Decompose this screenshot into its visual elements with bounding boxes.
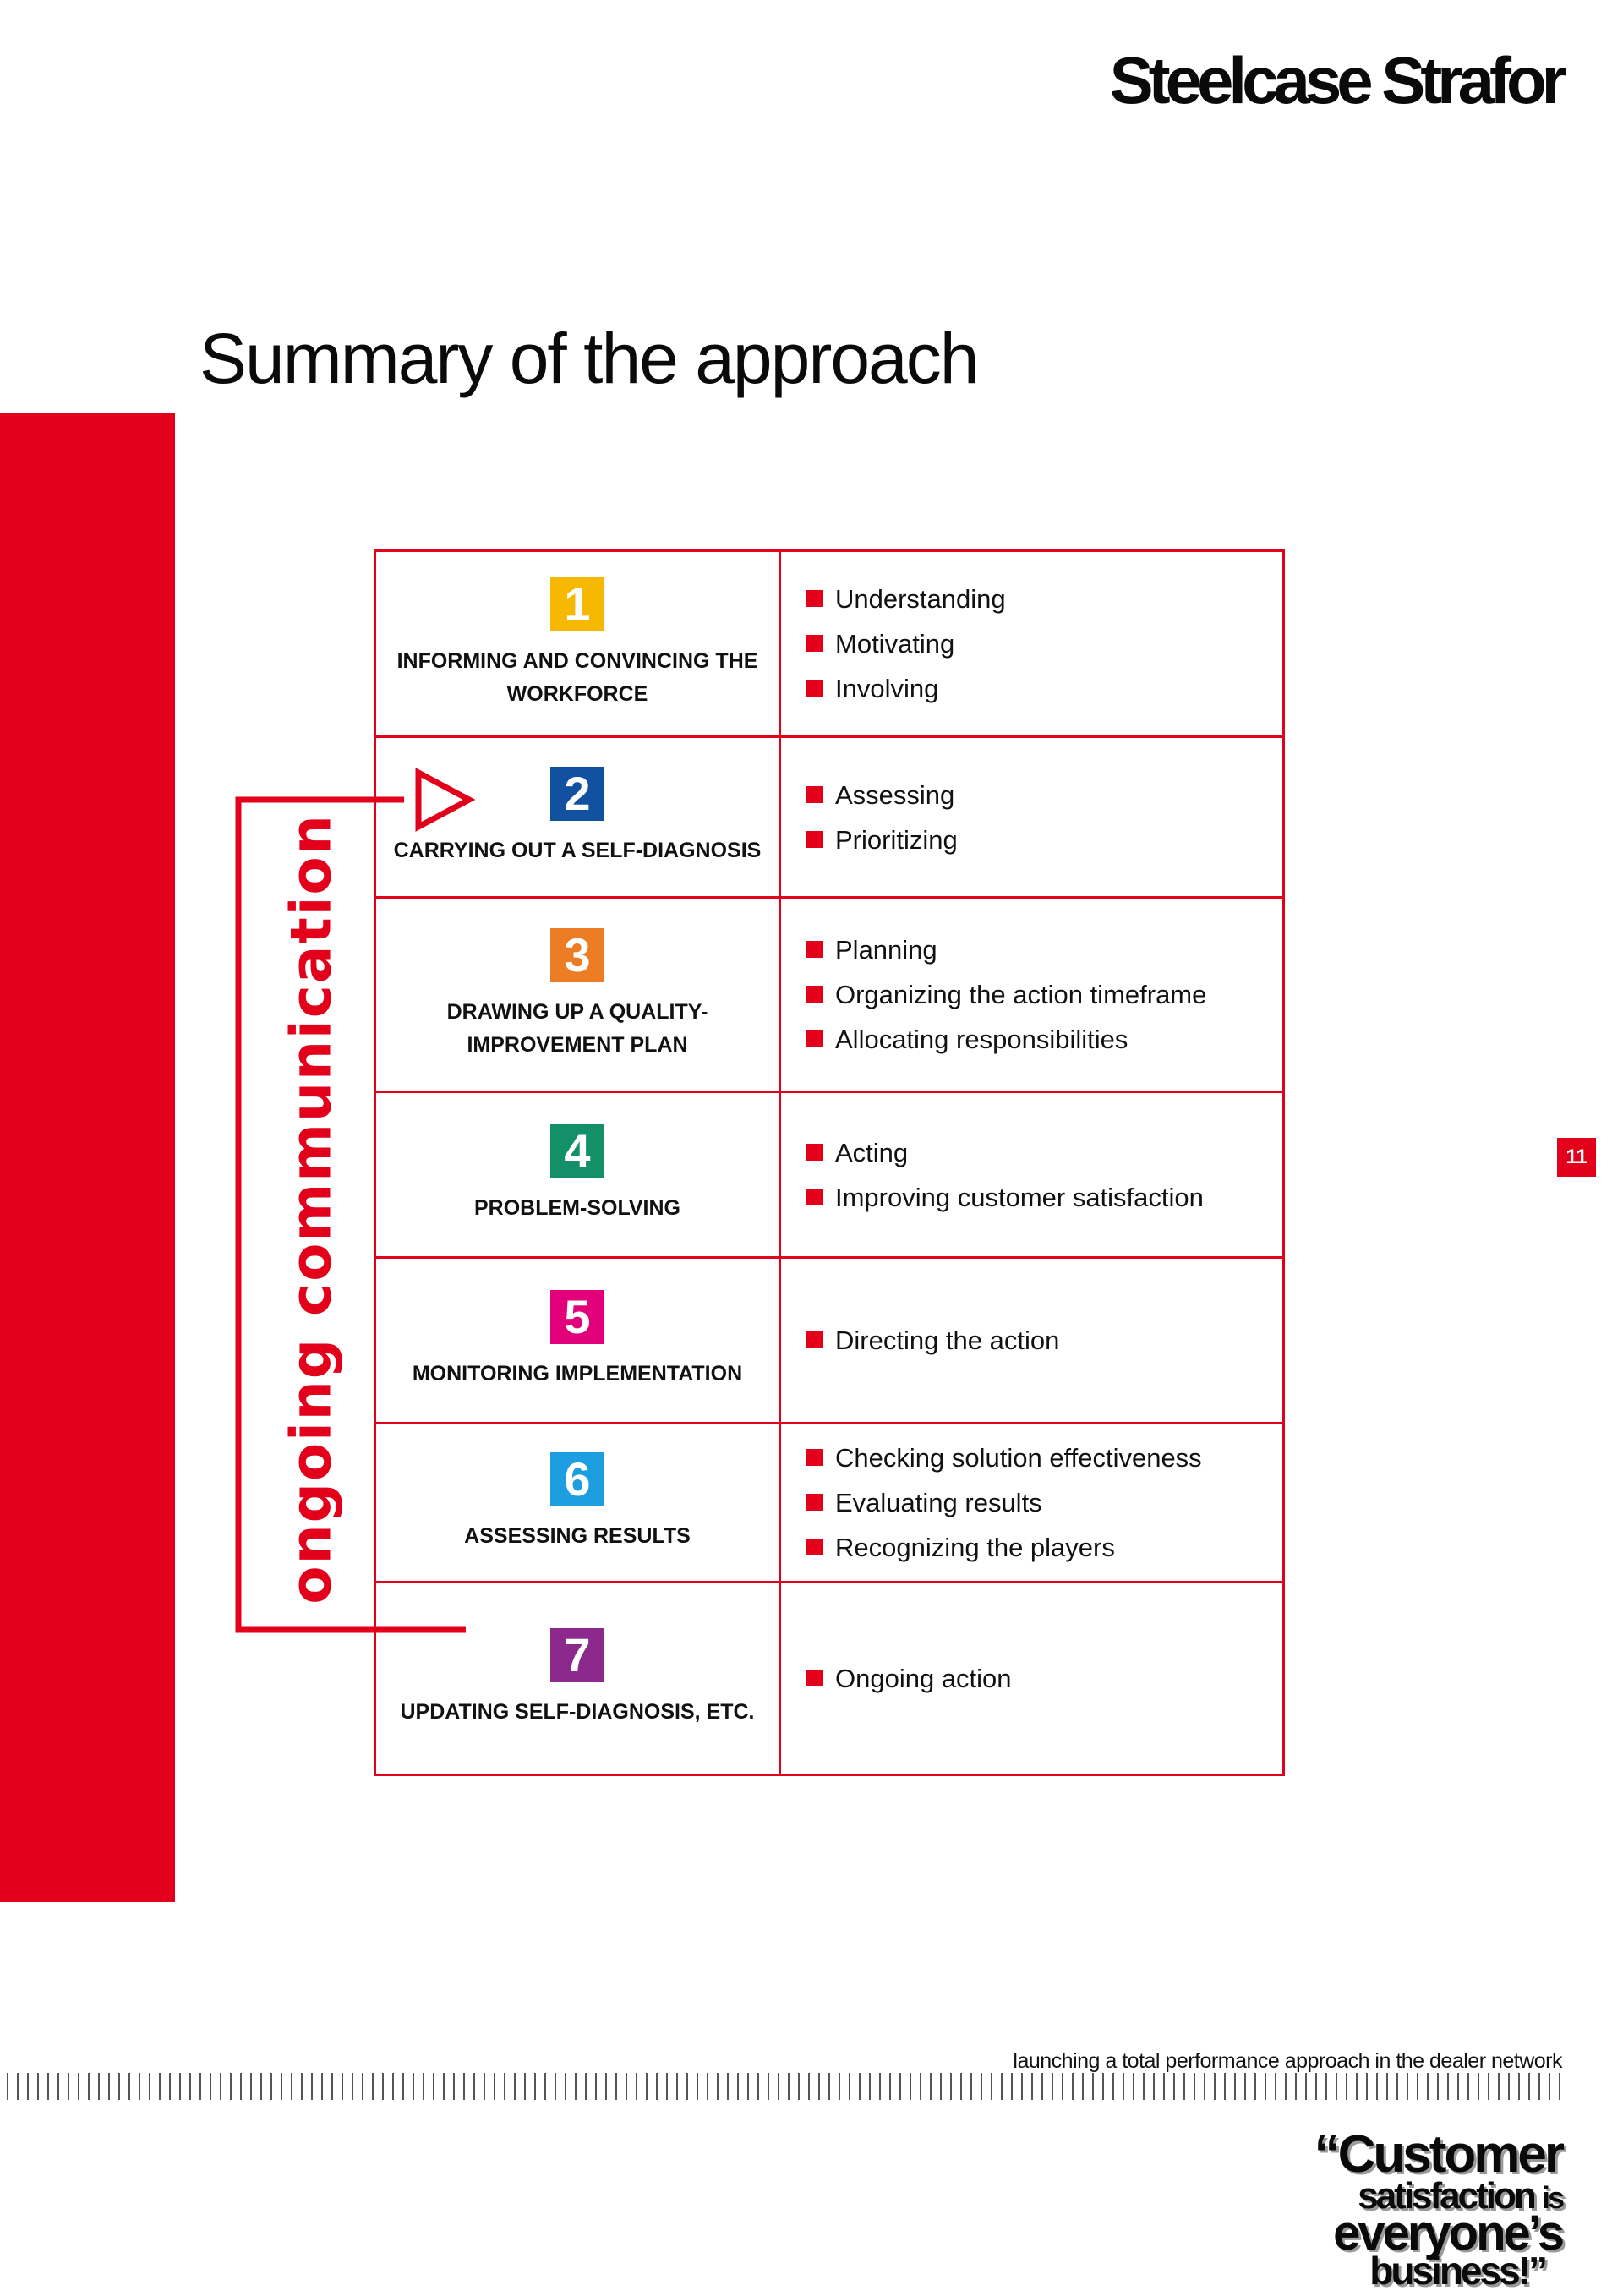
step-cell [375,1424,780,1583]
action-item-label: Planning [835,935,937,965]
red-square-bullet-icon [806,986,823,1003]
quote-line-4: business!” [1369,2249,1545,2293]
step-actions-cell [780,1424,1284,1583]
red-square-bullet-icon [806,635,823,652]
action-item-label: Checking solution effectiveness [835,1443,1202,1473]
step-row [375,551,1284,737]
red-square-bullet-icon [806,680,823,697]
action-item [806,577,1282,621]
action-item [806,1175,1282,1220]
quote-line-2b: is [1541,2180,1562,2215]
step-title: MONITORING IMPLEMENTATION [412,1362,743,1386]
red-square-bullet-icon [806,831,823,848]
action-item [806,927,1282,972]
action-item [806,1017,1282,1062]
step-number-badge: 3 [550,928,604,982]
step-row [375,737,1284,898]
tick-rule [7,2073,1562,2100]
step-cell [375,1258,780,1424]
red-square-bullet-icon [806,1494,823,1511]
action-item [806,1435,1282,1480]
action-item [806,773,1282,817]
red-square-bullet-icon [806,1144,823,1161]
footer-tagline: launching a total performance approach in the dealer network [1013,2049,1562,2073]
step-number-badge: 2 [550,767,604,821]
red-square-bullet-icon [806,1539,823,1555]
step-title: INFORMING AND CONVINCING THE WORKFORCE [396,648,758,706]
red-square-bullet-icon [806,941,823,958]
step-number-badge: 5 [550,1290,604,1344]
action-item-label: Understanding [835,584,1006,614]
step-number-badge: 1 [550,577,604,631]
action-item [806,972,1282,1017]
action-item [806,1318,1282,1363]
action-item [806,1480,1282,1525]
step-cell [375,551,780,737]
step-cell [375,1092,780,1258]
step-title: ASSESSING RESULTS [464,1524,691,1548]
quote-line-1: “Customer [1314,2125,1562,2184]
step-cell [375,737,780,898]
step-title: PROBLEM-SOLVING [474,1196,680,1220]
step-title: DRAWING UP A QUALITY-IMPROVEMENT PLAN [446,999,708,1057]
step-actions-cell [780,1583,1284,1775]
action-item-label: Improving customer satisfaction [835,1182,1204,1212]
action-item-label: Assessing [835,779,955,810]
step-actions-cell [780,898,1284,1092]
step-number-badge: 7 [550,1628,604,1682]
action-item [806,1656,1282,1701]
action-item-label: Involving [835,674,939,703]
action-item-label: Organizing the action timeframe [835,980,1207,1009]
action-item-label: Recognizing the players [835,1533,1115,1562]
step-actions-list [806,1318,1282,1363]
step-row [375,1583,1284,1775]
step-actions-list [806,577,1282,711]
step-number-badge: 6 [550,1452,604,1506]
action-item [806,817,1282,862]
step-actions-cell [780,1092,1284,1258]
red-square-bullet-icon [806,1670,823,1686]
step-actions-list [806,1130,1282,1220]
red-square-bullet-icon [806,1331,823,1348]
action-item-label: Motivating [835,629,955,659]
step-cell [375,1583,780,1775]
step-row [375,1424,1284,1583]
step-actions-list [806,773,1282,862]
action-item-label: Ongoing action [835,1664,1012,1693]
step-title: CARRYING OUT A SELF-DIAGNOSIS [393,839,762,862]
action-item [806,1130,1282,1175]
step-actions-cell [780,737,1284,898]
step-actions-list [806,927,1282,1062]
red-square-bullet-icon [806,1189,823,1205]
quote-line-2a: satisfaction [1358,2175,1542,2217]
quote-line-3: everyone’s [1333,2206,1562,2260]
step-title: UPDATING SELF-DIAGNOSIS, ETC. [400,1700,755,1724]
step-actions-cell [780,1258,1284,1424]
step-cell [375,898,780,1092]
red-square-bullet-icon [806,1030,823,1047]
step-row [375,1092,1284,1258]
action-item-label: Evaluating results [835,1488,1042,1517]
brand-logo: Steelcase Strafor [1109,43,1562,118]
slogan-quote [1314,2125,1562,2293]
step-row [375,898,1284,1092]
action-item-label: Prioritizing [835,824,958,855]
page-title: Summary of the approach [199,319,978,398]
step-number-badge: 4 [550,1124,604,1178]
action-item-label: Allocating responsibilities [835,1025,1128,1054]
action-item [806,621,1282,666]
step-actions-list [806,1435,1282,1570]
page-number-badge: 11 [1557,1138,1596,1177]
ongoing-communication-label: ongoing communication [278,813,344,1604]
step-row [375,1258,1284,1424]
step-actions-cell [780,551,1284,737]
action-item [806,666,1282,711]
steps-table [374,549,1285,1776]
red-square-bullet-icon [806,590,823,607]
action-item-label: Directing the action [835,1326,1060,1355]
red-side-band [0,413,175,1902]
step-actions-list [806,1656,1282,1701]
action-item-label: Acting [835,1137,909,1167]
red-square-bullet-icon [806,786,823,803]
action-item [806,1525,1282,1570]
red-square-bullet-icon [806,1449,823,1466]
